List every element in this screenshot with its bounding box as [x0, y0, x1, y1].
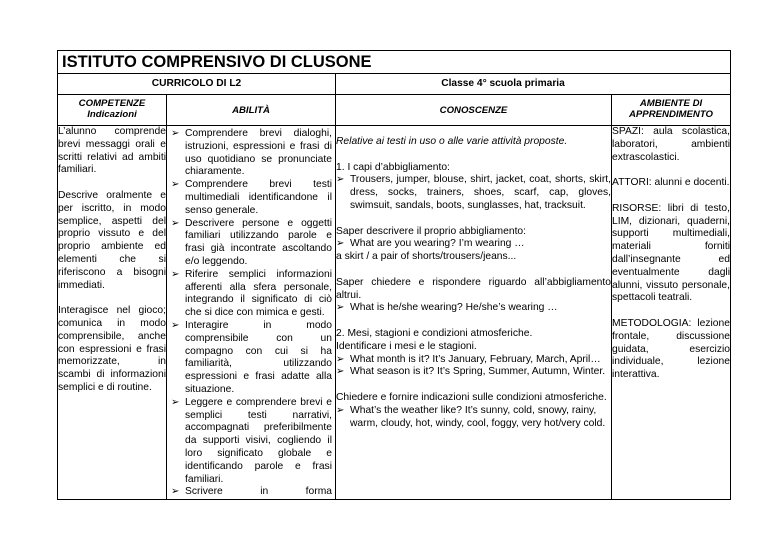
- section-title: 1. I capi d’abbigliamento:: [336, 161, 450, 173]
- ambiente-risorse: RISORSE: libri di testo, LIM, dizionari, quaderni, supporti multimediali, materiali forniti dall’insegnante ed eventualmente dagli alunni, vissuto personale, spettacoli teatrali.: [612, 202, 730, 304]
- conoscenze-cell: [336, 126, 612, 500]
- header-competenze: COMPETENZE Indicazioni: [58, 95, 167, 126]
- section-title: Saper descrivere il proprio abbigliamento:: [336, 225, 527, 237]
- competenze-cell: [58, 126, 167, 500]
- ambiente-cell: [612, 126, 731, 500]
- section-title: Chiedere e fornire indicazioni sulle condizioni atmosferiche.: [336, 391, 607, 403]
- curricolo-label: CURRICOLO DI L2: [151, 78, 242, 89]
- section-title: Saper chiedere e rispondere riguardo all’abbigliamento altrui.: [336, 276, 611, 301]
- list-item: ➢ What’s the weather like? It’s sunny, cold, snowy, rainy, warm, cloudy, hot, windy, cool, foggy, very hot/very cold.: [350, 405, 611, 431]
- ambiente-metodologia: METODOLOGIA: lezione frontale, discussione guidata, esercizio individuale, lezione interattiva.: [612, 317, 730, 381]
- school-title: ISTITUTO COMPRENSIVO DI CLUSONE: [62, 53, 372, 71]
- section-subtitle: Identificare i mesi e le stagioni.: [336, 340, 477, 352]
- abilita-cell: [167, 126, 336, 500]
- competenza-3: Interagisce nel gioco; comunica in modo comprensibile, anche con espressioni e frasi memorizzate, in scambi di informazioni semplici e di routine.: [58, 305, 166, 393]
- list-item: ➢ Trousers, jumper, blouse, shirt, jacket, coat, shorts, skirt, dress, socks, trainers, shoes, scarf, cap, gloves, swimsuit, sandals, boots, sunglasses, hat, tracksuit.: [350, 174, 611, 212]
- conoscenze-intro: Relative ai testi in uso o alle varie attività proposte.: [336, 136, 568, 147]
- abilita-item: ➢ Scrivere in forma: [185, 486, 332, 499]
- ambiente-attori: ATTORI: alunni e docenti.: [612, 177, 730, 189]
- abilita-item: ➢ Interagire in modo comprensibile con un compagno con cui si ha familiarità, utilizzando espressioni e frasi adatte alla situazione.: [185, 320, 332, 397]
- list-item: ➢ What month is it? It’s January, February, March, April…: [350, 354, 611, 367]
- list-item: ➢ What are you wearing? I’m wearing …: [350, 238, 611, 251]
- abilita-item: ➢ Comprendere brevi testi multimediali identificandone il senso generale.: [185, 179, 332, 217]
- header-abilita: ABILITÀ: [167, 95, 336, 126]
- section-title: 2. Mesi, stagioni e condizioni atmosferiche.: [336, 327, 533, 339]
- competenza-2: Descrive oralmente e per iscritto, in modo semplice, aspetti del proprio vissuto e del proprio ambiente ed elementi che si riferiscono a bisogni immediati.: [58, 189, 166, 291]
- ambiente-spazi: SPAZI: aula scolastica, laboratori, ambienti extrascolastici.: [612, 126, 730, 163]
- list-item: ➢ What is he/she wearing? He/she’s wearing …: [350, 302, 611, 315]
- classe-label: Classe 4° scuola primaria: [441, 78, 565, 89]
- curriculum-page: [57, 50, 730, 498]
- abilita-item: ➢ Leggere e comprendere brevi e semplici testi narrativi, accompagnati preferibilmente da supporti visivi, cogliendo il loro significato globale e identificando parole e frasi familiari.: [185, 397, 332, 487]
- header-conoscenze: CONOSCENZE: [336, 95, 612, 126]
- abilita-item: ➢ Comprendere brevi dialoghi, istruzioni, espressioni e frasi di uso quotidiano se pronunciate chiaramente.: [185, 128, 332, 179]
- competenza-1: L’alunno comprende brevi messaggi orali e scritti relativi ad ambiti familiari.: [58, 126, 166, 176]
- header-ambiente: AMBIENTE DI APPRENDIMENTO: [612, 95, 731, 126]
- abilita-item: ➢ Descrivere persone e oggetti familiari utilizzando parole e frasi già incontrate ascoltando e/o leggendo.: [185, 218, 332, 269]
- abilita-item: ➢ Riferire semplici informazioni afferenti alla sfera personale, integrando il significato di ciò che si dice con mimica e gesti.: [185, 269, 332, 320]
- curriculum-table: [57, 50, 731, 500]
- section-line: a skirt / a pair of shorts/trousers/jeans...: [336, 251, 517, 263]
- list-item: ➢ What season is it? It’s Spring, Summer, Autumn, Winter.: [350, 366, 611, 379]
- abilita-list: [167, 126, 335, 499]
